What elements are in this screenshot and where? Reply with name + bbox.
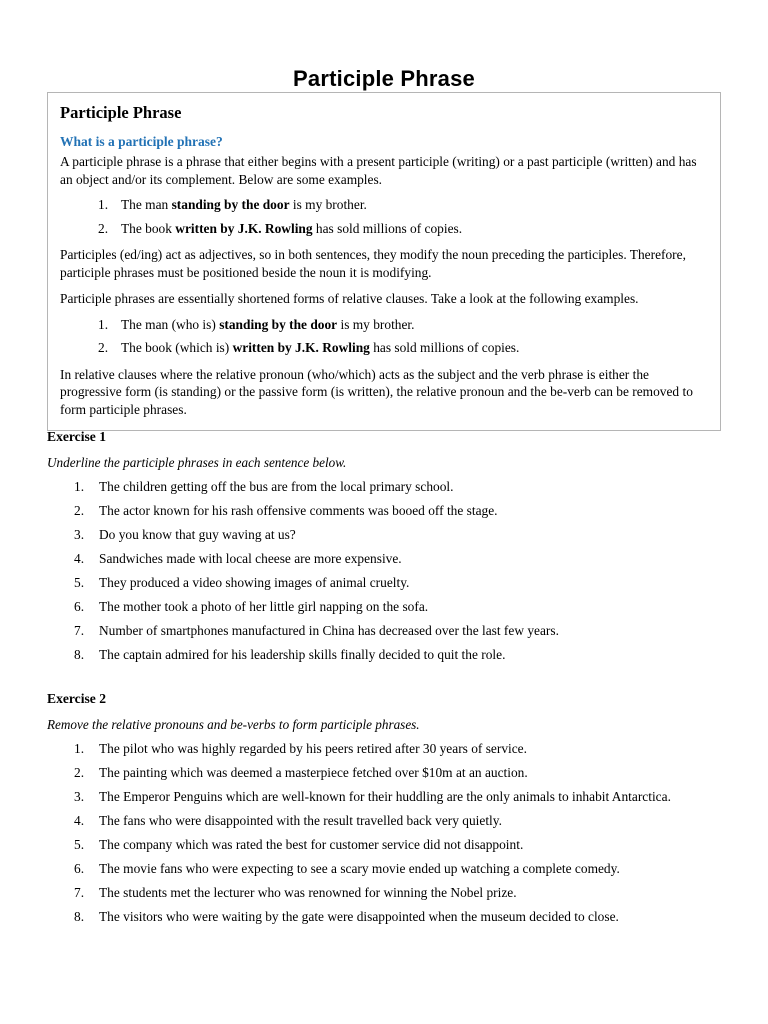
list-item-number: 1.: [74, 479, 85, 494]
list-item-text: The students met the lecturer who was renowned for winning the Nobel prize.: [99, 885, 517, 900]
exercise-2-instruction: Remove the relative pronouns and be-verbs to form participle phrases.: [47, 717, 420, 732]
list-item-number: 6.: [74, 861, 85, 876]
list-item-text: The captain admired for his leadership skills finally decided to quit the role.: [99, 647, 506, 662]
list-item-number: 4.: [74, 813, 85, 828]
list-item-number: 6.: [74, 599, 85, 614]
list-item-number: 2.: [74, 765, 85, 780]
exercise-1-list: [47, 478, 721, 663]
list-item: [47, 764, 721, 781]
info-box: [47, 92, 721, 431]
list-item: [60, 339, 708, 357]
page-title: Participle Phrase: [293, 65, 475, 91]
info-box-relative-clause-paragraph: Participle phrases are essentially shortened forms of relative clauses. Take a look at the following examples.: [60, 291, 639, 306]
list-item-number: 7.: [74, 885, 85, 900]
list-item-text-pre: The book (which is): [121, 340, 233, 355]
list-item-text-bold: standing by the door: [219, 316, 338, 332]
list-item: [47, 836, 721, 853]
list-item-number: 1.: [98, 316, 109, 332]
list-item-text: The children getting off the bus are from the local primary school.: [99, 479, 454, 494]
list-item: [47, 526, 721, 543]
list-item-number: 1.: [74, 741, 85, 756]
info-box-subtitle: What is a participle phrase?: [60, 134, 223, 149]
list-item-text-bold: written by J.K. Rowling: [232, 340, 370, 355]
info-box-examples-list-1: [60, 196, 708, 237]
list-item-number: 2.: [98, 220, 109, 236]
exercise-2-heading: Exercise 2: [47, 691, 107, 706]
list-item-text-post: has sold millions of copies.: [312, 220, 463, 236]
list-item-number: 3.: [74, 789, 85, 804]
list-item-number: 8.: [74, 647, 85, 662]
list-item-text-pre: The man: [121, 197, 172, 212]
list-item-number: 5.: [74, 837, 85, 852]
list-item-number: 2.: [74, 503, 85, 518]
exercise-1-section: [47, 428, 721, 670]
list-item-text-post: is my brother.: [289, 197, 367, 212]
list-item: [47, 622, 721, 639]
list-item: [60, 220, 708, 238]
list-item-text-post: has sold millions of copies.: [369, 340, 520, 355]
list-item: [47, 884, 721, 901]
list-item-text: They produced a video showing images of animal cruelty.: [99, 575, 410, 590]
info-box-title: Participle Phrase: [60, 103, 182, 122]
list-item-text-bold: standing by the door: [171, 197, 290, 212]
info-box-intro-paragraph: A participle phrase is a phrase that either begins with a present participle (writing) or a past participle (written) and has an object and/or its complement. Below are some examples.: [60, 154, 697, 187]
list-item-number: 3.: [74, 527, 85, 542]
list-item: [60, 196, 708, 214]
info-box-note-paragraph: Participles (ed/ing) act as adjectives, so in both sentences, they modify the noun preceding the participles. Therefore, participle phrases must be positioned beside the noun it is modifying.: [60, 247, 686, 280]
exercise-1-instruction: Underline the participle phrases in each sentence below.: [47, 455, 347, 470]
list-item-number: 4.: [74, 551, 85, 566]
list-item-text: The pilot who was highly regarded by his peers retired after 30 years of service.: [99, 741, 527, 756]
list-item-text: The movie fans who were expecting to see a scary movie ended up watching a complete comedy.: [99, 861, 620, 876]
list-item: [47, 812, 721, 829]
list-item: [47, 598, 721, 615]
list-item: [60, 316, 708, 334]
list-item-number: 7.: [74, 623, 85, 638]
list-item-text: The visitors who were waiting by the gate were disappointed when the museum decided to close.: [99, 909, 619, 924]
list-item-number: 5.: [74, 575, 85, 590]
info-box-closing-paragraph: In relative clauses where the relative pronoun (who/which) acts as the subject and the verb phrase is either the progressive form (is standing) or the passive form (is written), the relative pronoun and the be-verb can be removed to form participle phrases.: [60, 366, 693, 417]
list-item-text: The actor known for his rash offensive comments was booed off the stage.: [99, 503, 498, 518]
exercise-2-section: [47, 690, 721, 932]
list-item-text-pre: The man (who is): [121, 316, 220, 332]
exercise-2-list: [47, 740, 721, 925]
list-item-text: The painting which was deemed a masterpiece fetched over $10m at an auction.: [99, 765, 528, 780]
list-item-text: The Emperor Penguins which are well-known for their huddling are the only animals to inhabit Antarctica.: [99, 789, 671, 804]
list-item: [47, 740, 721, 757]
list-item-text: Do you know that guy waving at us?: [99, 527, 296, 542]
list-item-text: The company which was rated the best for customer service did not disappoint.: [99, 837, 524, 852]
list-item-text-post: is my brother.: [337, 316, 415, 332]
list-item-text-bold: written by J.K. Rowling: [175, 220, 313, 236]
list-item: [47, 574, 721, 591]
list-item: [47, 908, 721, 925]
list-item-text: The fans who were disappointed with the result travelled back very quietly.: [99, 813, 502, 828]
list-item: [47, 646, 721, 663]
list-item: [47, 788, 721, 805]
list-item-text: Sandwiches made with local cheese are more expensive.: [99, 551, 402, 566]
list-item-text: The mother took a photo of her little girl napping on the sofa.: [99, 599, 429, 614]
exercise-1-heading: Exercise 1: [47, 429, 107, 444]
list-item-number: 1.: [98, 197, 109, 212]
list-item: [47, 478, 721, 495]
list-item-number: 8.: [74, 909, 85, 924]
info-box-examples-list-2: [60, 316, 708, 357]
list-item: [47, 502, 721, 519]
list-item-number: 2.: [98, 340, 109, 355]
list-item: [47, 550, 721, 567]
list-item-text: Number of smartphones manufactured in China has decreased over the last few years.: [99, 623, 559, 638]
list-item-text-pre: The book: [121, 220, 176, 236]
list-item: [47, 860, 721, 877]
